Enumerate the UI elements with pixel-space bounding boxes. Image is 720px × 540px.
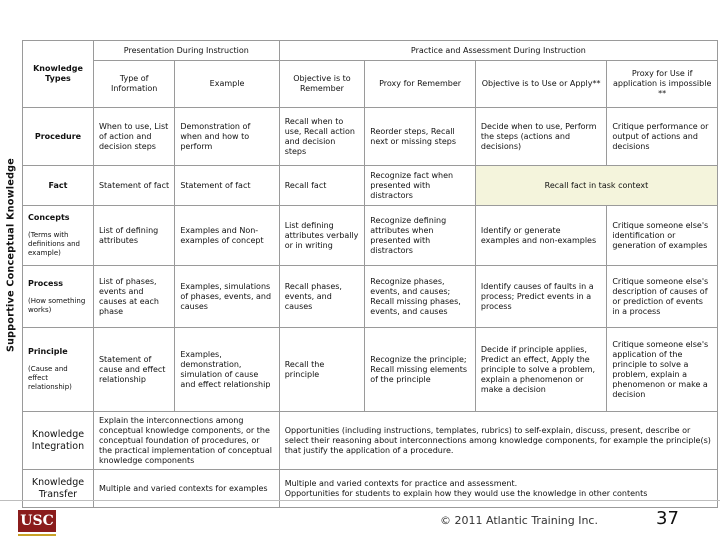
usc-logo: USC (18, 510, 56, 532)
procedure-proxy-use: Critique performance or output of actions and decisions (607, 108, 718, 166)
transfer-practice (279, 470, 717, 508)
header-proxy-use: Proxy for Use if application is impossible ** (607, 61, 718, 108)
header-presentation: Presentation During Instruction (93, 41, 279, 61)
principle-proxy-use: Critique someone else's application of the principle to solve a problem, explain a phenomenon or make a decision (607, 328, 718, 412)
principle-obj-use: Decide if principle applies, Predict an effect, Apply the principle to solve a problem, explain a phenomenon or make a decision (475, 328, 606, 412)
procedure-obj-use: Decide when to use, Perform the steps (actions and decisions) (475, 108, 606, 166)
row-label-procedure: Procedure (23, 108, 94, 166)
procedure-type-info: When to use, List of action and decision steps (93, 108, 174, 166)
principle-obj-remember: Recall the principle (279, 328, 365, 412)
table-row-process (23, 266, 718, 328)
table-row-principle (23, 328, 718, 412)
concepts-sub: (Terms with definitions and example) (28, 231, 80, 257)
header-practice: Practice and Assessment During Instruction (279, 41, 717, 61)
header-objective-use: Objective is to Use or Apply** (475, 61, 606, 108)
procedure-example: Demonstration of when and how to perform (175, 108, 279, 166)
header-example: Example (175, 61, 279, 108)
process-proxy-use: Critique someone else's description of causes of or prediction of events in a process (607, 266, 718, 328)
row-label-process (23, 266, 94, 328)
footer-divider (0, 500, 720, 501)
process-sub: (How something works) (28, 296, 86, 314)
header-knowledge-types: Knowledge Types (23, 41, 94, 108)
concepts-label: Concepts (28, 213, 70, 223)
principle-proxy-remember: Recognize the principle; Recall missing elements of the principle (365, 328, 476, 412)
principle-type-info: Statement of cause and effect relationship (93, 328, 174, 412)
concepts-proxy-use: Critique someone else's identification or generation of examples (607, 206, 718, 266)
transfer-presentation: Multiple and varied contexts for examples (93, 470, 279, 508)
side-label (2, 150, 20, 360)
header-proxy-remember: Proxy for Remember (365, 61, 476, 108)
concepts-proxy-remember: Recognize defining attributes when presented with distractors (365, 206, 476, 266)
concepts-obj-remember: List defining attributes verbally or in writing (279, 206, 365, 266)
row-label-concepts (23, 206, 94, 266)
process-proxy-remember: Recognize phases, events, and causes; Recall missing phases, events, and causes (365, 266, 476, 328)
header-objective-remember: Objective is to Remember (279, 61, 365, 108)
fact-type-info: Statement of fact (93, 166, 174, 206)
fact-proxy-remember: Recognize fact when presented with distractors (365, 166, 476, 206)
header-type-of-information: Type of Information (93, 61, 174, 108)
table-row-fact (23, 166, 718, 206)
row-label-knowledge-transfer: Knowledge Transfer (23, 470, 94, 508)
knowledge-types-table (22, 40, 718, 508)
row-label-knowledge-integration: Knowledge Integration (23, 412, 94, 470)
page-number: 37 (656, 508, 679, 529)
row-label-fact: Fact (23, 166, 94, 206)
copyright: © 2011 Atlantic Training Inc. (440, 514, 598, 527)
transfer-practice-line2: Opportunities for students to explain how they would use the knowledge in other contents (284, 488, 648, 498)
table-row-knowledge-integration (23, 412, 718, 470)
principle-label: Principle (28, 347, 68, 357)
principle-example: Examples, demonstration, simulation of cause and effect relationship (175, 328, 279, 412)
table-row-concepts (23, 206, 718, 266)
process-label: Process (28, 278, 63, 288)
fact-task-context: Recall fact in task context (475, 166, 717, 206)
principle-sub: (Cause and effect relationship) (28, 365, 72, 391)
table-row-procedure (23, 108, 718, 166)
concepts-example: Examples and Non-examples of concept (175, 206, 279, 266)
integration-presentation: Explain the interconnections among conceptual knowledge components, or the conceptual foundation of procedures, or the practical implementation of conceptual knowledge components (93, 412, 279, 470)
process-type-info: List of phases, events and causes at each phase (93, 266, 174, 328)
fact-obj-remember: Recall fact (279, 166, 365, 206)
concepts-obj-use: Identify or generate examples and non-examples (475, 206, 606, 266)
logo-accent (18, 534, 56, 536)
table-row-knowledge-transfer (23, 470, 718, 508)
row-label-principle (23, 328, 94, 412)
side-label-text: Supportive Conceptual Knowledge (5, 157, 17, 353)
fact-example: Statement of fact (175, 166, 279, 206)
transfer-practice-line1: Multiple and varied contexts for practice and assessment. (284, 478, 518, 488)
concepts-type-info: List of defining attributes (93, 206, 174, 266)
procedure-proxy-remember: Reorder steps, Recall next or missing steps (365, 108, 476, 166)
process-obj-remember: Recall phases, events, and causes (279, 266, 365, 328)
integration-practice: Opportunities (including instructions, templates, rubrics) to self-explain, discuss, present, describe or select their reasoning about interconnections among knowledge components, for example the principle(s) that justify the application of a procedure. (279, 412, 717, 470)
process-obj-use: Identify causes of faults in a process; Predict events in a process (475, 266, 606, 328)
procedure-obj-remember: Recall when to use, Recall action and decision steps (279, 108, 365, 166)
process-example: Examples, simulations of phases, events, and causes (175, 266, 279, 328)
